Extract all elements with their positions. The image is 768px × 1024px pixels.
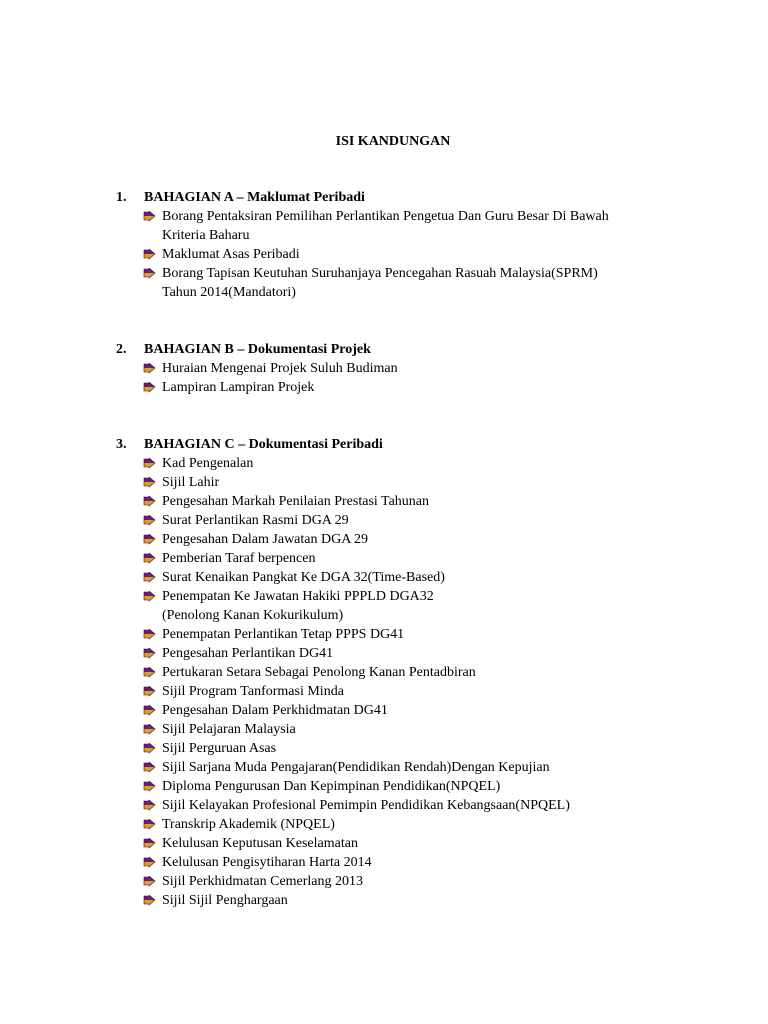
list-item <box>0 663 682 682</box>
list-item-text: Maklumat Asas Peribadi <box>162 247 300 262</box>
arrow-bullet-icon <box>143 648 156 659</box>
list-item-text: Pemberian Taraf berpencen <box>162 551 316 566</box>
list-item-text: Pertukaran Setara Sebagai Penolong Kanan Pentadbiran <box>162 665 476 680</box>
list-item <box>0 682 682 701</box>
list-item <box>0 473 682 492</box>
list-item <box>0 758 682 777</box>
list-item <box>0 796 682 815</box>
section-bahagian-c <box>0 435 768 910</box>
arrow-bullet-icon <box>143 819 156 830</box>
arrow-bullet-icon <box>143 553 156 564</box>
list-item-text: Sijil Pelajaran Malaysia <box>162 722 296 737</box>
list-item-text: Sijil Perkhidmatan Cemerlang 2013 <box>162 874 364 889</box>
arrow-bullet-icon <box>143 249 156 260</box>
arrow-bullet-icon <box>143 724 156 735</box>
section-number: 2. <box>116 342 127 357</box>
list-item-text: Sijil Program Tanformasi Minda <box>162 684 344 699</box>
arrow-bullet-icon <box>143 458 156 469</box>
list-item-text-continued: Kriteria Baharu <box>162 228 250 243</box>
arrow-bullet-icon <box>143 743 156 754</box>
list-item-text: Transkrip Akademik (NPQEL) <box>162 817 335 832</box>
arrow-bullet-icon <box>143 838 156 849</box>
list-item <box>0 359 682 378</box>
arrow-bullet-icon <box>143 496 156 507</box>
list-item-text: Sijil Sijil Penghargaan <box>162 893 288 908</box>
section-heading <box>0 435 768 454</box>
arrow-bullet-icon <box>143 705 156 716</box>
list-item <box>0 815 682 834</box>
arrow-bullet-icon <box>143 800 156 811</box>
arrow-bullet-icon <box>143 382 156 393</box>
list-item <box>0 625 682 644</box>
arrow-bullet-icon <box>143 781 156 792</box>
list-item-text: Lampiran Lampiran Projek <box>162 380 315 395</box>
list-item <box>0 891 682 910</box>
arrow-bullet-icon <box>143 211 156 222</box>
arrow-bullet-icon <box>143 363 156 374</box>
arrow-bullet-icon <box>143 876 156 887</box>
list-item-text-continued: (Penolong Kanan Kokurikulum) <box>162 608 344 623</box>
list-item-text: Pengesahan Dalam Jawatan DGA 29 <box>162 532 369 547</box>
list-item <box>0 587 682 625</box>
list-item <box>0 492 682 511</box>
arrow-bullet-icon <box>143 572 156 583</box>
list-item <box>0 378 682 397</box>
section-label: BAHAGIAN B – Dokumentasi Projek <box>144 342 371 357</box>
list-item-text-continued: Tahun 2014(Mandatori) <box>162 285 296 300</box>
page-title: ISI KANDUNGAN <box>335 134 451 149</box>
list-item-text: Kelulusan Pengisytiharan Harta 2014 <box>162 855 372 870</box>
section-number: 3. <box>116 437 127 452</box>
list-item-text: Kad Pengenalan <box>162 456 254 471</box>
arrow-bullet-icon <box>143 268 156 279</box>
arrow-bullet-icon <box>143 857 156 868</box>
arrow-bullet-icon <box>143 762 156 773</box>
list-item-text: Sijil Kelayakan Profesional Pemimpin Pendidikan Kebangsaan(NPQEL) <box>162 798 570 813</box>
list-item-text: Sijil Lahir <box>162 475 220 490</box>
arrow-bullet-icon <box>143 515 156 526</box>
list-item-text: Borang Pentaksiran Pemilihan Perlantikan Pengetua Dan Guru Besar Di Bawah <box>162 209 609 224</box>
list-item <box>0 720 682 739</box>
list-item <box>0 701 682 720</box>
arrow-bullet-icon <box>143 591 156 602</box>
section-bahagian-a <box>0 188 768 302</box>
section-heading <box>0 188 768 207</box>
list-item-text: Borang Tapisan Keutuhan Suruhanjaya Pencegahan Rasuah Malaysia(SPRM) <box>162 266 598 281</box>
list-item-text: Penempatan Ke Jawatan Hakiki PPPLD DGA32 <box>162 589 434 604</box>
arrow-bullet-icon <box>143 629 156 640</box>
list-item <box>0 454 682 473</box>
list-item <box>0 872 682 891</box>
arrow-bullet-icon <box>143 895 156 906</box>
list-item <box>0 245 682 264</box>
list-item <box>0 834 682 853</box>
list-item-text: Diploma Pengurusan Dan Kepimpinan Pendidikan(NPQEL) <box>162 779 501 794</box>
arrow-bullet-icon <box>143 534 156 545</box>
arrow-bullet-icon <box>143 667 156 678</box>
list-item <box>0 549 682 568</box>
arrow-bullet-icon <box>143 477 156 488</box>
list-item <box>0 530 682 549</box>
section-heading <box>0 340 768 359</box>
list-item-text: Surat Kenaikan Pangkat Ke DGA 32(Time-Based) <box>162 570 445 585</box>
arrow-bullet-icon <box>143 686 156 697</box>
list-item-text: Pengesahan Perlantikan DG41 <box>162 646 334 661</box>
list-item-text: Huraian Mengenai Projek Suluh Budiman <box>162 361 398 376</box>
list-item-text: Pengesahan Markah Penilaian Prestasi Tahunan <box>162 494 430 509</box>
list-item <box>0 777 682 796</box>
list-item-text: Surat Perlantikan Rasmi DGA 29 <box>162 513 349 528</box>
section-label: BAHAGIAN C – Dokumentasi Peribadi <box>144 437 383 452</box>
list-item <box>0 739 682 758</box>
section-label: BAHAGIAN A – Maklumat Peribadi <box>144 190 365 205</box>
list-item-text: Pengesahan Dalam Perkhidmatan DG41 <box>162 703 388 718</box>
list-item-text: Kelulusan Keputusan Keselamatan <box>162 836 358 851</box>
list-item-text: Sijil Sarjana Muda Pengajaran(Pendidikan Rendah)Dengan Kepujian <box>162 760 550 775</box>
list-item <box>0 511 682 530</box>
section-number: 1. <box>116 190 127 205</box>
list-item <box>0 568 682 587</box>
list-item <box>0 644 682 663</box>
list-item <box>0 853 682 872</box>
section-bahagian-b <box>0 340 768 397</box>
list-item <box>0 264 682 302</box>
list-item-text: Penempatan Perlantikan Tetap PPPS DG41 <box>162 627 405 642</box>
list-item <box>0 207 682 245</box>
list-item-text: Sijil Perguruan Asas <box>162 741 277 756</box>
